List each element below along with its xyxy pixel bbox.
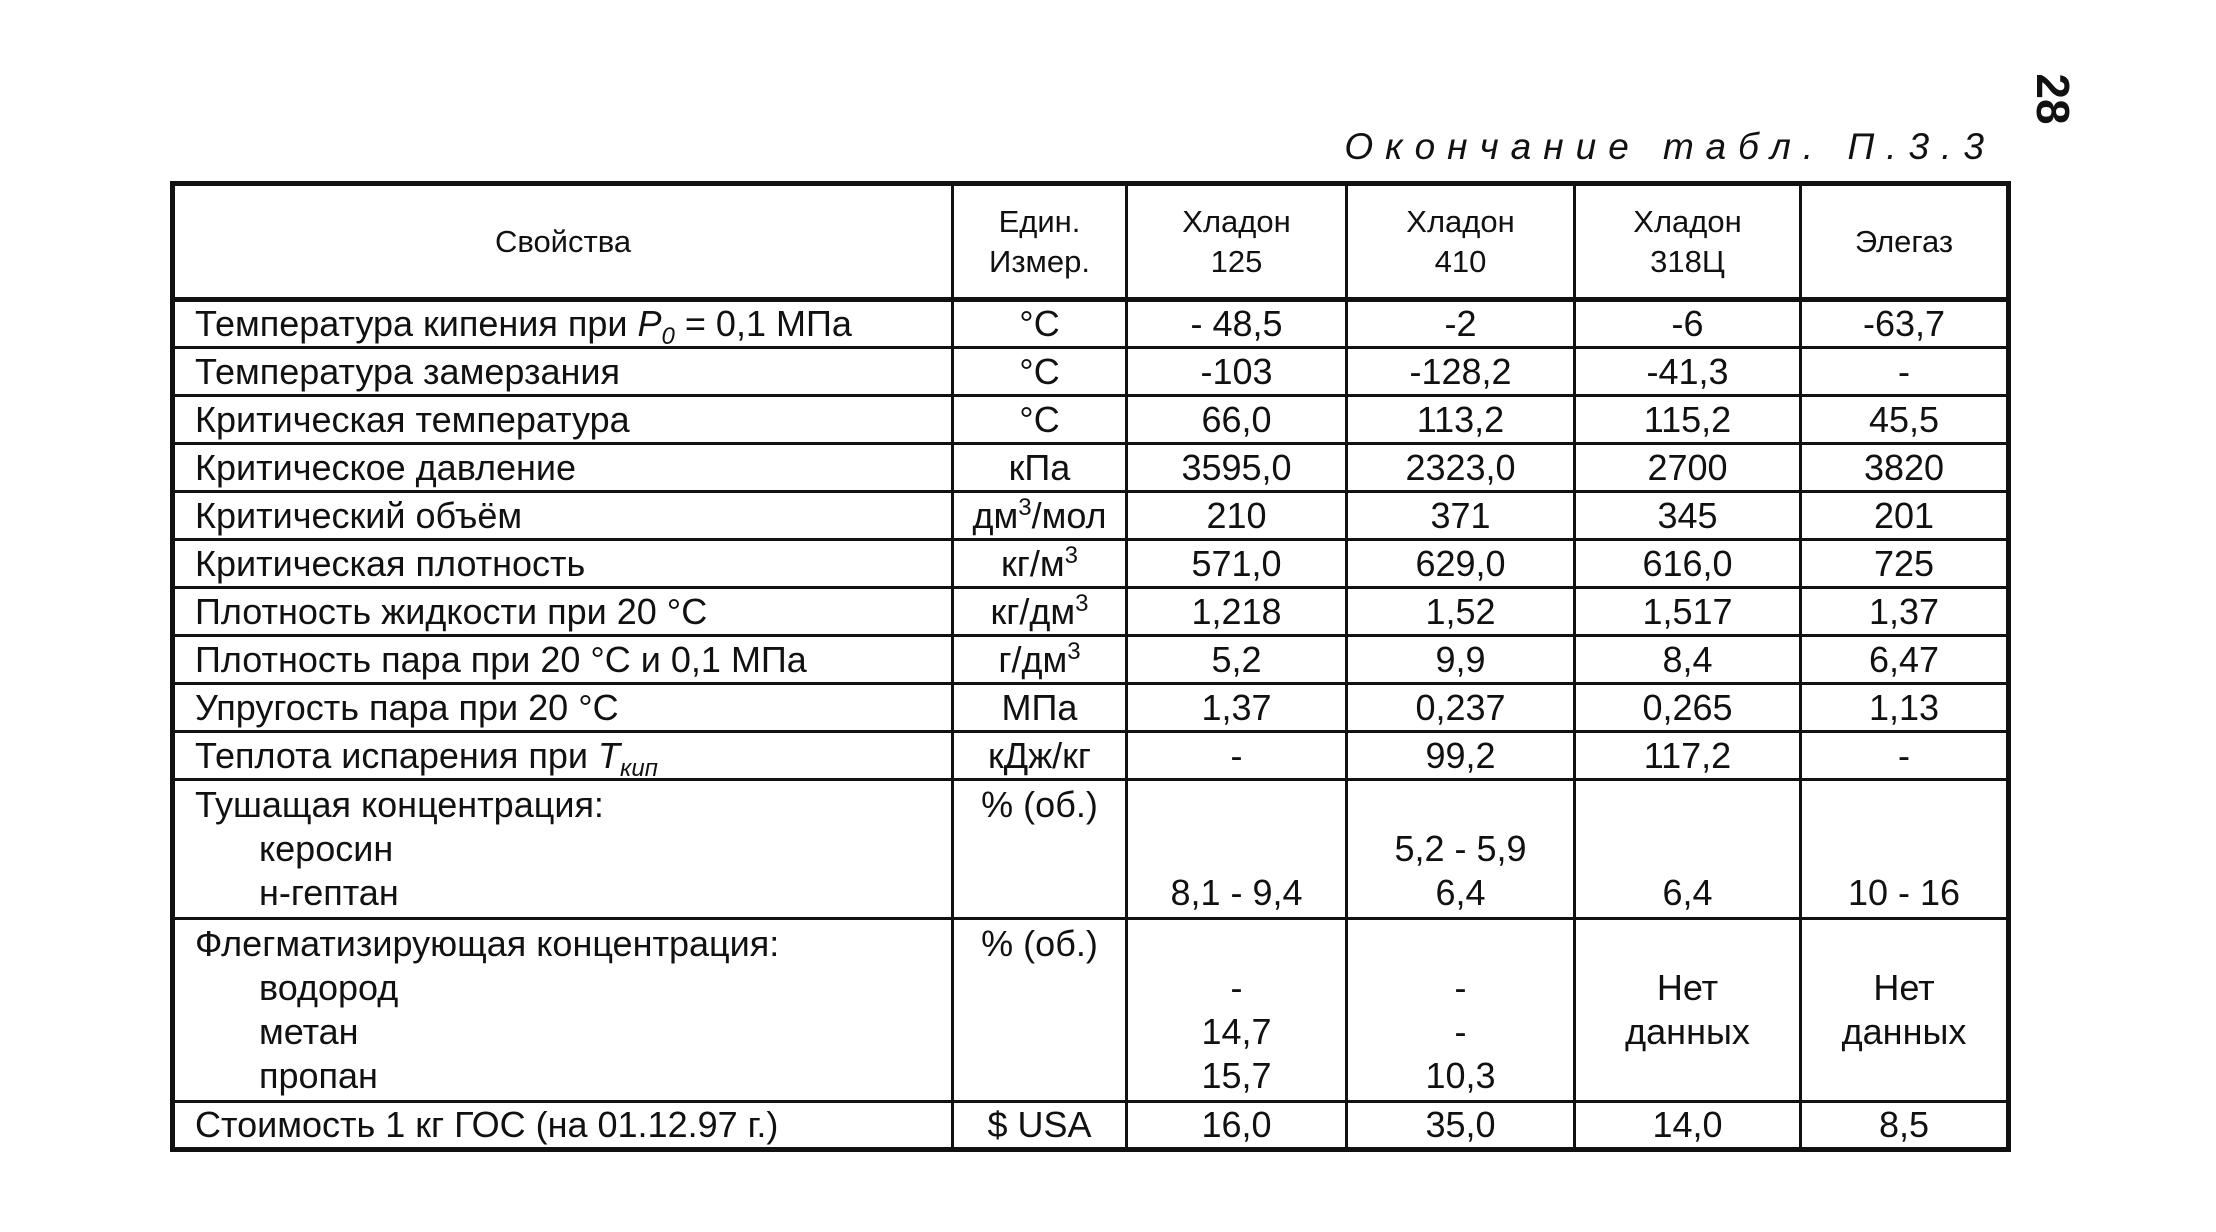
- row-value-2: -2: [1347, 300, 1575, 348]
- phlegmatizing-title: Флегматизирующая концентрация:: [195, 923, 780, 964]
- value-line-2: данных: [1841, 1011, 1967, 1052]
- row-value-2: 35,0: [1347, 1102, 1575, 1150]
- row-unit: °С: [953, 300, 1127, 348]
- row-property-tail: = 0,1 МПа: [674, 303, 852, 344]
- row-unit: % (об.): [953, 780, 1127, 919]
- row-value-4: 201: [1801, 492, 2009, 540]
- value-line-2: 14,7: [1201, 1011, 1272, 1052]
- row-property: [173, 919, 953, 1102]
- header-col-3-line1: Хладон: [1633, 203, 1742, 239]
- table-header-row: [173, 184, 2009, 300]
- row-value-4: 3820: [1801, 444, 2009, 492]
- row-property: [173, 300, 953, 351]
- row-value-3: 0,265: [1575, 684, 1801, 732]
- header-col-4: Элегаз: [1801, 184, 2009, 300]
- table-caption: Окончание табл. П.3.3: [1344, 126, 1996, 167]
- row-value-4: -: [1801, 348, 2009, 396]
- row-value-2: 371: [1347, 492, 1575, 540]
- row-value-2: 113,2: [1347, 396, 1575, 444]
- table-row-cost: [173, 1102, 2009, 1150]
- row-property: Критический объём: [173, 492, 953, 540]
- row-value-4: 6,47: [1801, 636, 2009, 684]
- extinguishing-sub-heptane: н-гептан: [259, 872, 399, 913]
- row-value-2: 2323,0: [1347, 444, 1575, 492]
- row-value-2: 0,237: [1347, 684, 1575, 732]
- table-row: [173, 636, 2009, 684]
- value-line-2: 6,4: [1435, 872, 1486, 913]
- row-unit: кДж/кг: [953, 732, 1127, 780]
- table-row-extinguishing: [173, 780, 2009, 919]
- table-row-phlegmatizing: [173, 919, 2009, 1102]
- row-value-3: 1,517: [1575, 588, 1801, 636]
- value-line-1: Нет: [1656, 967, 1719, 1008]
- table-row: [173, 396, 2009, 444]
- row-value-1: 210: [1127, 492, 1347, 540]
- row-value-2: 1,52: [1347, 588, 1575, 636]
- row-property: Критическое давление: [173, 444, 953, 492]
- row-value-3: 6,4: [1575, 780, 1801, 919]
- row-unit: [953, 588, 1127, 636]
- row-unit-exponent: 3: [1067, 637, 1081, 665]
- value-line-1: Нет: [1873, 967, 1935, 1008]
- row-value-4: -: [1801, 732, 2009, 780]
- row-property-symbol: T: [598, 734, 621, 776]
- row-unit-base: дм: [972, 494, 1019, 536]
- properties-table: [170, 181, 2011, 1152]
- row-property: Критическая температура: [173, 396, 953, 444]
- row-value-1: 1,218: [1127, 588, 1347, 636]
- value-spacer: [1586, 922, 1789, 966]
- row-value-4: 8,5: [1801, 1102, 2009, 1150]
- row-value-3: 14,0: [1575, 1102, 1801, 1150]
- row-value-3: -6: [1575, 300, 1801, 348]
- row-value-1: -103: [1127, 348, 1347, 396]
- value-line-2: данных: [1625, 1011, 1750, 1052]
- phlegmatizing-sub-propane: пропан: [259, 1055, 378, 1096]
- row-property: Плотность жидкости при 20 °С: [173, 588, 953, 636]
- row-value-3: -41,3: [1575, 348, 1801, 396]
- header-col-2: [1347, 184, 1575, 300]
- table-row: [173, 588, 2009, 636]
- row-property: Стоимость 1 кг ГОС (на 01.12.97 г.): [173, 1102, 953, 1150]
- row-property: Плотность пара при 20 °С и 0,1 МПа: [173, 636, 953, 684]
- row-unit-tail: /мол: [1031, 494, 1107, 536]
- value-line-1: 5,2 - 5,9: [1394, 828, 1527, 869]
- header-unit-line1: Един.: [998, 203, 1081, 239]
- row-value-1: 5,2: [1127, 636, 1347, 684]
- row-property-symbol: P: [637, 303, 662, 344]
- row-value-4: 45,5: [1801, 396, 2009, 444]
- row-value-1: - 48,5: [1127, 300, 1347, 348]
- row-value-2: -128,2: [1347, 348, 1575, 396]
- value-spacer: [1138, 922, 1335, 966]
- row-value-3: 115,2: [1575, 396, 1801, 444]
- row-value-1: 66,0: [1127, 396, 1347, 444]
- header-unit: [953, 184, 1127, 300]
- row-unit-base: г/дм: [998, 638, 1068, 680]
- row-value-4: 1,13: [1801, 684, 2009, 732]
- row-value-3: [1575, 919, 1801, 1102]
- row-value-2: [1347, 780, 1575, 919]
- page-number: 28: [2027, 73, 2079, 125]
- row-value-2: 99,2: [1347, 732, 1575, 780]
- row-unit: % (об.): [953, 919, 1127, 1102]
- value-line-3: 10,3: [1425, 1055, 1496, 1096]
- row-unit-exponent: 3: [1018, 493, 1032, 521]
- row-value-1: [1127, 919, 1347, 1102]
- row-property-text: Температура кипения при: [195, 303, 638, 344]
- row-value-4: 10 - 16: [1801, 780, 2009, 919]
- extinguishing-sub-kerosene: керосин: [259, 828, 394, 869]
- row-unit: °С: [953, 348, 1127, 396]
- row-property: Температура замерзания: [173, 348, 953, 396]
- row-value-2: [1347, 919, 1575, 1102]
- row-unit: °С: [953, 396, 1127, 444]
- row-unit: кПа: [953, 444, 1127, 492]
- phlegmatizing-sub-methane: метан: [259, 1011, 359, 1052]
- row-value-1: 1,37: [1127, 684, 1347, 732]
- header-col-2-line1: Хладон: [1406, 203, 1515, 239]
- header-col-2-line2: 410: [1434, 243, 1487, 279]
- row-property-subscript: 0: [661, 323, 675, 351]
- value-line-2: -: [1454, 1011, 1467, 1052]
- row-value-1: 16,0: [1127, 1102, 1347, 1150]
- row-value-3: 117,2: [1575, 732, 1801, 780]
- header-col-1-line1: Хладон: [1182, 203, 1291, 239]
- table-row: [173, 732, 2009, 780]
- phlegmatizing-sub-hydrogen: водород: [259, 967, 399, 1008]
- row-value-4: 1,37: [1801, 588, 2009, 636]
- row-unit-base: кг/дм: [990, 590, 1076, 632]
- row-property: Критическая плотность: [173, 540, 953, 588]
- row-value-4: -63,7: [1801, 300, 2009, 348]
- row-value-3: 345: [1575, 492, 1801, 540]
- row-unit: [953, 540, 1127, 588]
- header-property: Свойства: [173, 184, 953, 300]
- table-row: [173, 684, 2009, 732]
- extinguishing-title: Тушащая концентрация:: [195, 784, 604, 825]
- row-value-3: 2700: [1575, 444, 1801, 492]
- row-value-3: 616,0: [1575, 540, 1801, 588]
- row-value-1: 8,1 - 9,4: [1127, 780, 1347, 919]
- row-property: [173, 732, 953, 780]
- row-unit: МПа: [953, 684, 1127, 732]
- table-row: [173, 540, 2009, 588]
- row-unit-exponent: 3: [1064, 541, 1078, 569]
- table-row: [173, 444, 2009, 492]
- header-col-1: [1127, 184, 1347, 300]
- row-unit-exponent: 3: [1075, 589, 1089, 617]
- row-value-1: 571,0: [1127, 540, 1347, 588]
- row-unit: [953, 636, 1127, 684]
- row-value-2: 9,9: [1347, 636, 1575, 684]
- row-unit: $ USA: [953, 1102, 1127, 1150]
- row-value-1: 3595,0: [1127, 444, 1347, 492]
- table-row: [173, 300, 2009, 348]
- row-property: [173, 780, 953, 919]
- row-value-2: 629,0: [1347, 540, 1575, 588]
- table-row: [173, 492, 2009, 540]
- header-col-3-line2: 318Ц: [1650, 243, 1725, 279]
- value-spacer: [1812, 922, 1996, 966]
- row-unit-base: кг/м: [1001, 542, 1065, 584]
- row-value-3: 8,4: [1575, 636, 1801, 684]
- header-col-3: [1575, 184, 1801, 300]
- header-unit-line2: Измер.: [989, 243, 1090, 279]
- value-spacer: [1358, 922, 1563, 966]
- row-property: Упругость пара при 20 °С: [173, 684, 953, 732]
- row-property-subscript: кип: [620, 754, 658, 782]
- value-line-1: -: [1230, 967, 1243, 1008]
- value-line-1: -: [1454, 967, 1467, 1008]
- header-col-1-line2: 125: [1210, 243, 1263, 279]
- row-value-4: [1801, 919, 2009, 1102]
- row-unit: [953, 492, 1127, 540]
- value-line-3: 15,7: [1201, 1055, 1272, 1096]
- row-value-1: -: [1127, 732, 1347, 780]
- row-value-4: 725: [1801, 540, 2009, 588]
- row-property-text: Теплота испарения при: [195, 734, 599, 776]
- table-row: [173, 348, 2009, 396]
